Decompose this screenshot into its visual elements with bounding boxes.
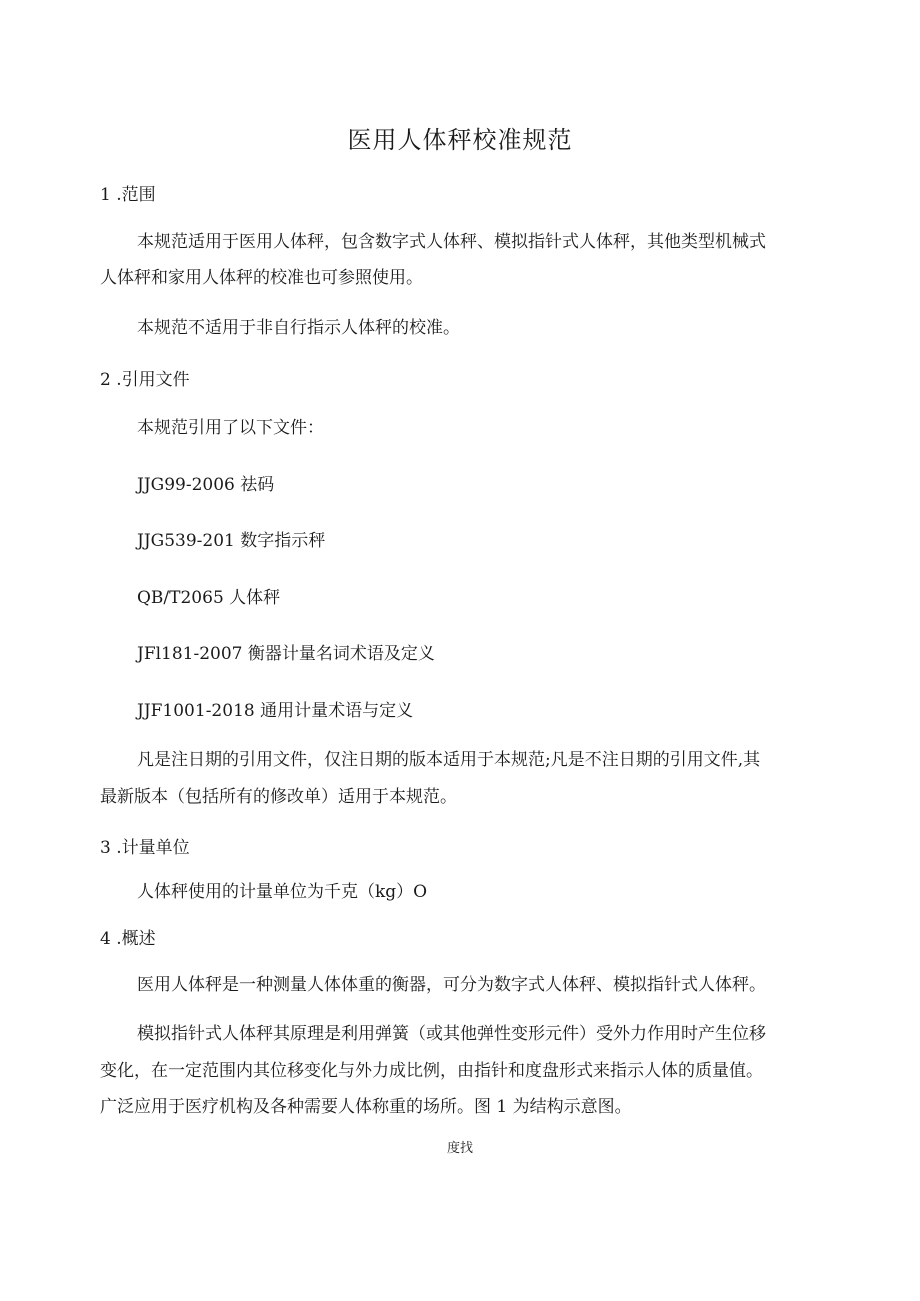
section-1-paragraph-2: 本规范不适用于非自行指示人体秤的校准。 bbox=[137, 318, 460, 338]
section-3-text: 人体秤使用的计量单位为千克（kg）O bbox=[137, 882, 428, 902]
section-3-heading: 3 .计量单位 bbox=[100, 838, 190, 858]
section-1-paragraph-1-line-1: 本规范适用于医用人体秤，包含数字式人体秤、模拟指针式人体秤，其他类型机械式 bbox=[137, 232, 766, 252]
section-4-paragraph-2-line-3: 广泛应用于医疗机构及各种需要人体称重的场所。图 1 为结构示意图。 bbox=[100, 1097, 632, 1117]
section-4-paragraph-2-line-1: 模拟指针式人体秤其原理是利用弹簧（或其他弹性变形元件）受外力作用时产生位移 bbox=[137, 1024, 766, 1044]
figure-caption-fragment: 度找 bbox=[446, 1141, 473, 1156]
reference-item: QB/T2065 人体秤 bbox=[137, 588, 281, 608]
section-2-note-line-1: 凡是注日期的引用文件，仅注日期的版本适用于本规范;凡是不注日期的引用文件,其 bbox=[137, 750, 761, 770]
section-1-paragraph-1-line-2: 人体秤和家用人体秤的校准也可参照使用。 bbox=[100, 268, 423, 288]
reference-item: JJG99-2006 祛码 bbox=[137, 475, 275, 495]
reference-item: JFl181-2007 衡器计量名词术语及定义 bbox=[137, 644, 435, 664]
section-2-intro: 本规范引用了以下文件： bbox=[137, 418, 324, 438]
section-4-paragraph-1: 医用人体秤是一种测量人体体重的衡器，可分为数字式人体秤、模拟指针式人体秤。 bbox=[137, 975, 766, 995]
section-2-heading: 2 .引用文件 bbox=[100, 370, 190, 390]
section-1-heading: 1 .范围 bbox=[100, 185, 156, 205]
document-title: 医用人体秤校准规范 bbox=[347, 126, 573, 154]
section-4-heading: 4 .概述 bbox=[100, 929, 156, 949]
section-4-paragraph-2-line-2: 变化，在一定范围内其位移变化与外力成比例，由指针和度盘形式来指示人体的质量值。 bbox=[100, 1061, 763, 1081]
section-2-note-line-2: 最新版本（包括所有的修改单）适用于本规范。 bbox=[100, 787, 457, 807]
reference-item: JJF1001-2018 通用计量术语与定义 bbox=[137, 701, 414, 721]
reference-item: JJG539-201 数字指示秤 bbox=[137, 531, 326, 551]
